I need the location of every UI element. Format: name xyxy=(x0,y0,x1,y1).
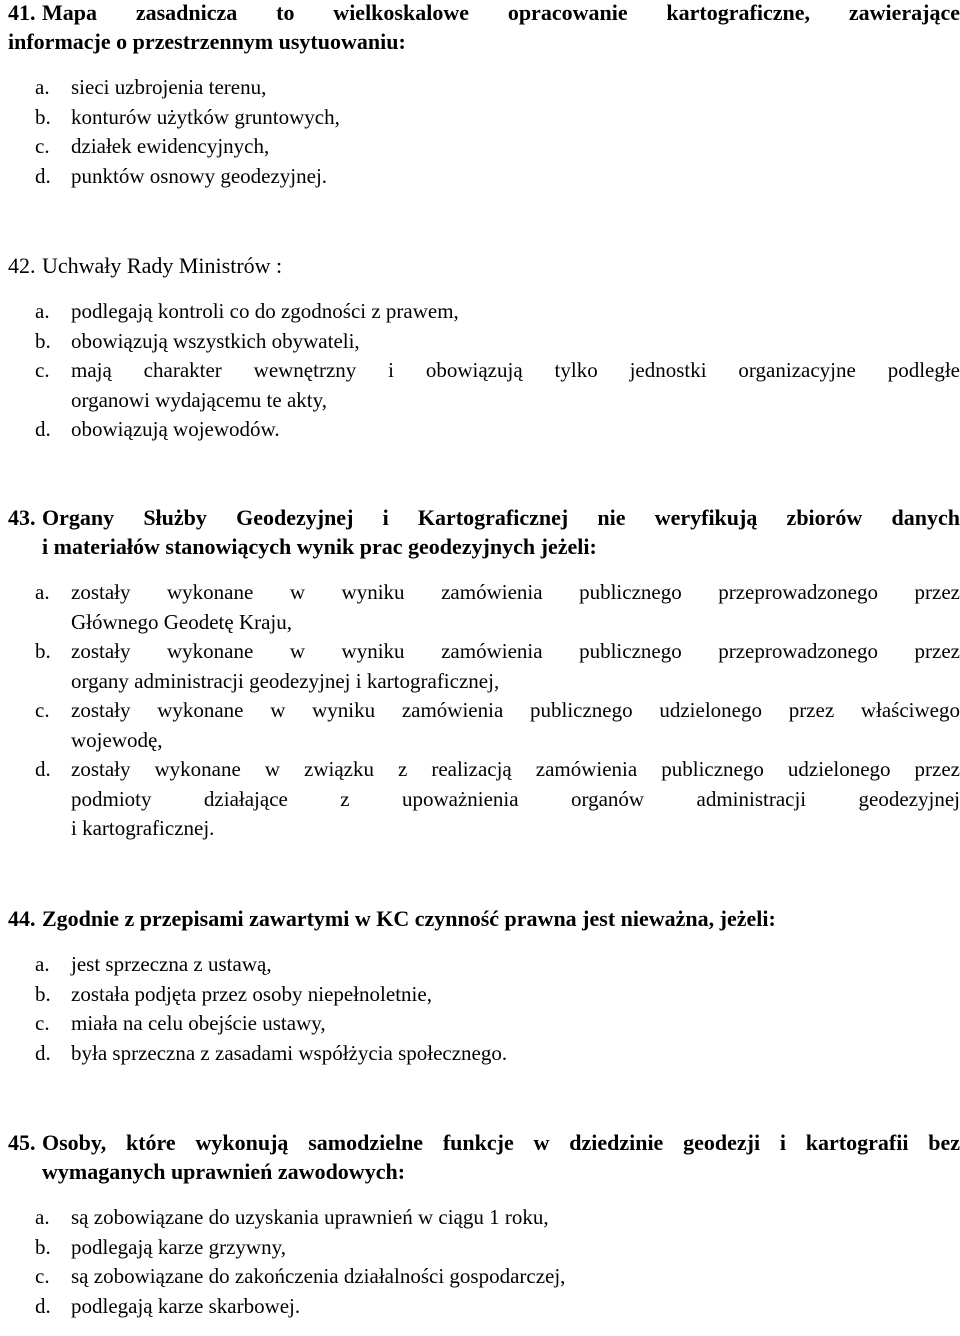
question-45 xyxy=(8,1128,960,1321)
question-43-title: 43. Organy Służby Geodezyjnej i Kartograficznej nie weryfikują zbiorów danych i materiałów stanowiących wynik prac geodezyjnych jeżeli: xyxy=(8,505,960,559)
answer-list xyxy=(8,73,960,191)
answer-option[interactable]: b. podlegają karze grzywny, xyxy=(35,1234,286,1259)
answer-list xyxy=(8,950,960,1068)
answer-option[interactable]: c. mają charakter wewnętrzny i obowiązują tylko jednostki organizacyjne podległe organowi wydającemu te akty, xyxy=(35,358,960,412)
answer-option[interactable]: b. zostały wykonane w wyniku zamówienia publicznego przeprowadzonego przez organy administracji geodezyjnej i kartograficznej, xyxy=(35,639,960,693)
answer-option[interactable]: d. zostały wykonane w związku z realizacją zamówienia publicznego udzielonego przez podmioty działające z upoważnienia organów administracji geodezyjnej i kartograficznej. xyxy=(35,757,960,840)
question-number: 44. xyxy=(8,906,36,931)
question-number: 41. xyxy=(8,0,36,25)
answer-option[interactable]: d. punktów osnowy geodezyjnej. xyxy=(35,163,328,188)
question-44-title: 44. Zgodnie z przepisami zawartymi w KC czynność prawna jest nieważna, jeżeli: xyxy=(8,906,776,931)
question-45-title: 45. Osoby, które wykonują samodzielne funkcje w dziedzinie geodezji i kartografii bez wymaganych uprawnień zawodowych: xyxy=(8,1130,960,1184)
answer-option[interactable]: c. są zobowiązane do zakończenia działalności gospodarczej, xyxy=(35,1264,566,1288)
question-41 xyxy=(8,0,960,191)
question-41-title: 41. Mapa zasadnicza to wielkoskalowe opracowanie kartograficzne, zawierające informacje o przestrzennym usytuowaniu: xyxy=(8,0,960,54)
answer-option[interactable]: a. jest sprzeczna z ustawą, xyxy=(35,952,272,976)
answer-option[interactable]: d. była sprzeczna z zasadami współżycia społecznego. xyxy=(35,1040,508,1065)
question-42 xyxy=(8,251,960,445)
answer-list xyxy=(8,297,960,445)
answer-option[interactable]: c. zostały wykonane w wyniku zamówienia publicznego udzielonego przez właściwego wojewodę, xyxy=(35,698,960,752)
answer-option[interactable]: c. działek ewidencyjnych, xyxy=(35,134,270,158)
question-44 xyxy=(8,904,960,1068)
answer-option[interactable]: a. sieci uzbrojenia terenu, xyxy=(35,75,267,99)
answer-option[interactable]: a. są zobowiązane do uzyskania uprawnień w ciągu 1 roku, xyxy=(35,1205,549,1229)
answer-option[interactable]: b. konturów użytków gruntowych, xyxy=(35,104,340,129)
answer-option[interactable]: a. podlegają kontroli co do zgodności z prawem, xyxy=(35,299,459,323)
answer-option[interactable]: c. miała na celu obejście ustawy, xyxy=(35,1011,326,1035)
answer-list xyxy=(8,578,960,844)
question-42-title: 42. Uchwały Rady Ministrów : xyxy=(8,253,283,278)
answer-option[interactable]: a. zostały wykonane w wyniku zamówienia publicznego przeprowadzonego przez Głównego Geodetę Kraju, xyxy=(35,580,960,634)
question-number: 42. xyxy=(8,253,36,278)
answer-option[interactable]: b. została podjęta przez osoby niepełnoletnie, xyxy=(35,981,432,1006)
answer-option[interactable]: d. obowiązują wojewodów. xyxy=(35,417,280,441)
answer-list xyxy=(8,1203,960,1321)
question-number: 45. xyxy=(8,1130,36,1155)
answer-option[interactable]: b. obowiązują wszystkich obywateli, xyxy=(35,328,360,353)
question-43 xyxy=(8,503,960,844)
answer-option[interactable]: d. podlegają karze skarbowej. xyxy=(35,1293,301,1318)
question-number: 43. xyxy=(8,505,36,530)
